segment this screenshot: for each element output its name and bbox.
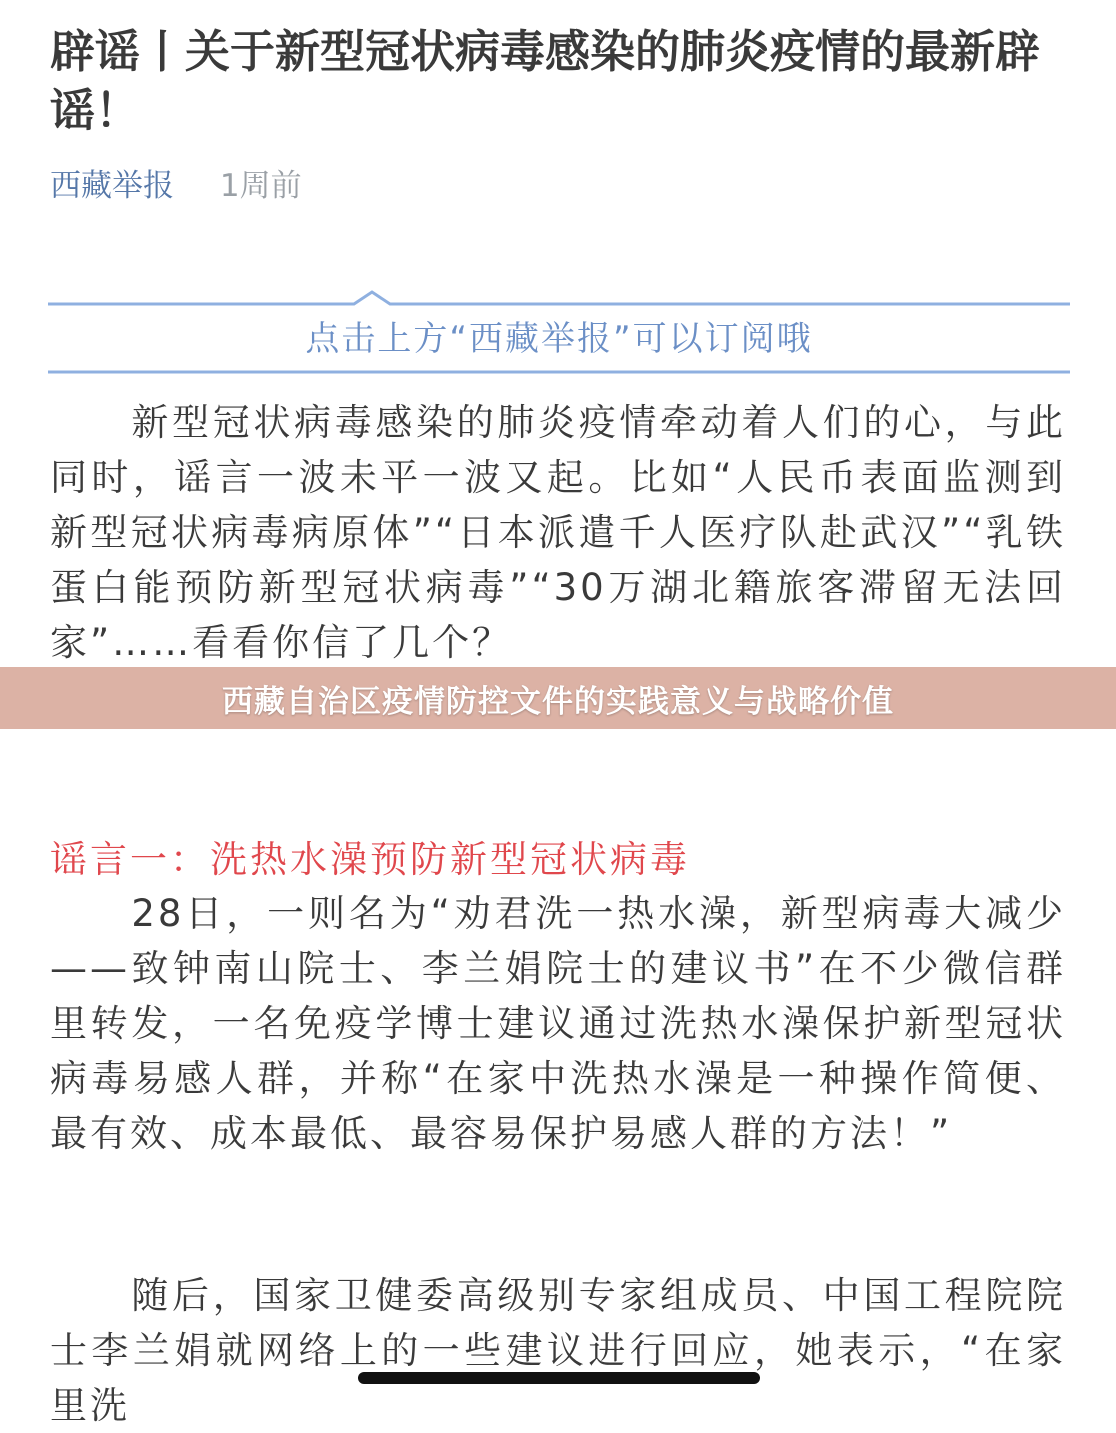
overlay-banner (0, 667, 1116, 729)
intro-paragraph: 新型冠状病毒感染的肺炎疫情牵动着人们的心，与此同时，谣言一波未平一波又起。比如“人民币表面监测到新型冠状病毒病原体”“日本派遣千人医疗队赴武汉”“乳铁蛋白能预防新型冠状病毒”“30万湖北籍旅客滞留无法回家”……看看你信了几个？ (50, 401, 1066, 664)
rumor-one-paragraph: 28日，一则名为“劝君洗一热水澡，新型病毒大减少——致钟南山院士、李兰娟院士的建议书”在不少微信群里转发，一名免疫学博士建议通过洗热水澡保护新型冠状病毒易感人群，并称“在家中洗热水澡是一种操作简便、最有效、成本最低、最容易保护易感人群的方法！” (50, 892, 1066, 1155)
article-title: 辟谣丨关于新型冠状病毒感染的肺炎疫情的最新辟谣！ (50, 25, 1041, 137)
banner-text: 西藏自治区疫情防控文件的实践意义与战略价值 (222, 683, 894, 720)
rumor-one-heading: 谣言一：洗热水澡预防新型冠状病毒 (50, 838, 690, 881)
author-link[interactable]: 西藏举报 (50, 168, 174, 204)
publish-time: 1周前 (219, 168, 302, 204)
response-paragraph: 随后，国家卫健委高级别专家组成员、中国工程院院士李兰娟就网络上的一些建议进行回应，她表示，“在家里洗 (50, 1274, 1066, 1427)
subscribe-prompt: 点击上方“西藏举报”可以订阅哦 (305, 319, 813, 359)
home-indicator[interactable] (358, 1372, 760, 1384)
article-meta (50, 166, 302, 206)
top-divider-with-notch (48, 292, 1070, 304)
subscribe-box[interactable] (48, 288, 1070, 374)
